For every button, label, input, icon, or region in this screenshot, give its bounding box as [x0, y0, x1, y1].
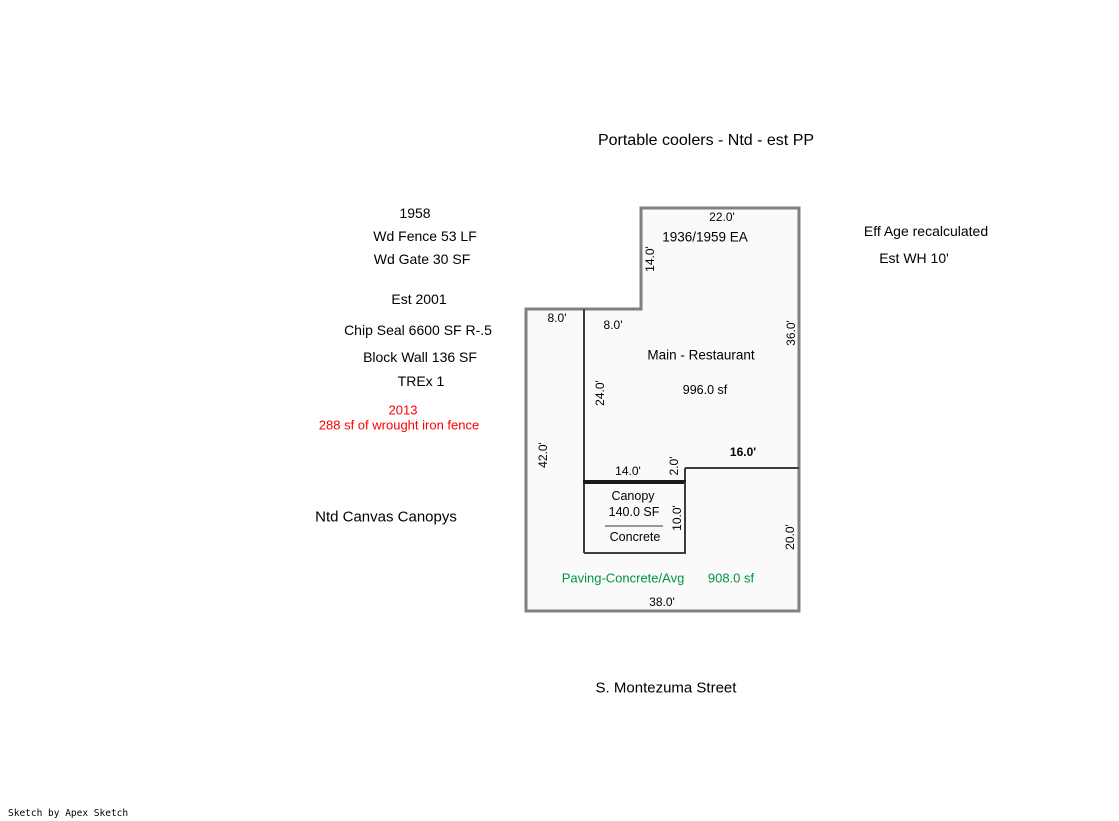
canopy-label: Canopy: [611, 488, 655, 503]
note-wd-gate: Wd Gate 30 SF: [373, 251, 471, 267]
era-label: 1936/1959 EA: [662, 229, 748, 245]
dim-canopy-depth-10: 10.0': [670, 505, 684, 531]
note-est-2001: Est 2001: [391, 291, 447, 307]
note-red-2013: 2013: [388, 402, 418, 418]
lot-outline: [526, 208, 799, 611]
main-building-area: 996.0 sf: [682, 382, 728, 397]
paving-area: 908.0 sf: [707, 570, 755, 586]
note-chip-seal: Chip Seal 6600 SF R-.5: [344, 322, 492, 338]
dim-canopy-width-14: 14.0': [615, 464, 641, 478]
dim-top-22: 22.0': [709, 210, 735, 224]
note-year-1958: 1958: [399, 205, 431, 221]
dim-upper-left-14: 14.0': [643, 246, 657, 272]
canopy-area: 140.0 SF: [608, 504, 660, 519]
note-wd-fence: Wd Fence 53 LF: [373, 228, 477, 244]
dim-step-outer-8: 8.0': [547, 311, 567, 325]
canopy-material: Concrete: [609, 529, 661, 544]
dim-left-42: 42.0': [536, 442, 550, 468]
note-red-wrought-iron: 288 sf of wrought iron fence: [318, 417, 480, 433]
dim-right-lower-20: 20.0': [783, 524, 797, 550]
page-title: Portable coolers - Ntd - est PP: [597, 132, 815, 149]
paving-label: Paving-Concrete/Avg: [561, 570, 685, 586]
dim-lower-right-16: 16.0': [729, 445, 757, 459]
street-label: S. Montezuma Street: [595, 679, 737, 697]
main-building-label: Main - Restaurant: [647, 347, 755, 363]
note-block-wall: Block Wall 136 SF: [363, 349, 477, 365]
dim-right-upper-36: 36.0': [784, 320, 798, 346]
dim-bottom-38: 38.0': [649, 595, 675, 609]
note-trex: TREx 1: [397, 373, 445, 389]
dim-interior-24: 24.0': [593, 380, 607, 406]
note-eff-age: Eff Age recalculated: [863, 223, 989, 239]
note-canvas-canopys: Ntd Canvas Canopys: [315, 508, 457, 526]
dim-step-inner-8: 8.0': [603, 318, 623, 332]
note-est-wh: Est WH 10': [879, 250, 949, 266]
apex-sketch-branding: Sketch by Apex Sketch: [8, 808, 129, 819]
dim-jog-2: 2.0': [667, 456, 681, 476]
